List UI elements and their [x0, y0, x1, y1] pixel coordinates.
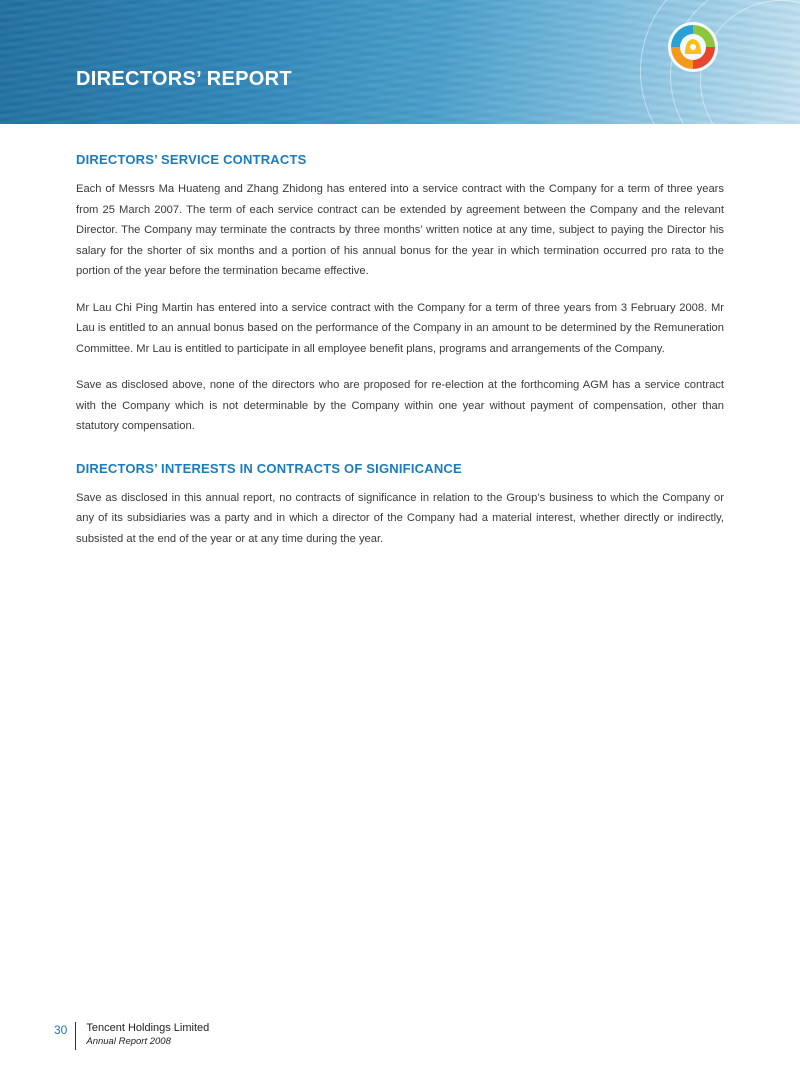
paragraph: Save as disclosed in this annual report, no contracts of significance in relation to the Group’s business to which the Company or any of its subsidiaries was a party and in which a director of the Company had a material interest, whether directly or indirectly, subsisted at the end of the year or at any time during the year. [76, 491, 724, 545]
header-banner [0, 0, 800, 124]
paragraph: Save as disclosed above, none of the directors who are proposed for re-election at the forthcoming AGM has a service contract with the Company which is not determinable by the Company within one year without payment of compensation, other than statutory compensation. [76, 379, 724, 432]
page-number: 30 [54, 1023, 68, 1037]
paragraph: Each of Messrs Ma Huateng and Zhang Zhidong has entered into a service contract with the Company for a term of three years from 25 March 2007. The term of each service contract can be extended by agreement between the Company and the relevant Director. The Company may terminate the contracts by three months’ written notice at any time, subject to paying the Director his salary for the shorter of six months and a portion of his annual bonus for the year in which termination occurred pro rata to the portion of the year before the termination became effective. [76, 183, 724, 277]
tencent-logo-icon [666, 20, 720, 74]
paragraph: Mr Lau Chi Ping Martin has entered into a service contract with the Company for a term of three years from 3 February 2008. Mr Lau is entitled to an annual bonus based on the performance of the Company in an amount to be determined by the Remuneration Committee. Mr Lau is entitled to participate in all employee benefit plans, programs and arrangements of the Company. [76, 301, 724, 355]
page-title: DIRECTORS’ REPORT [76, 68, 292, 90]
page-footer [54, 1022, 209, 1052]
footer-text [86, 1022, 209, 1048]
footer-divider [75, 1022, 76, 1050]
section-heading-interests-contracts: DIRECTORS’ INTERESTS IN CONTRACTS OF SIGNIFICANCE [76, 460, 462, 476]
section-heading-service-contracts: DIRECTORS’ SERVICE CONTRACTS [76, 152, 307, 167]
report-name: Annual Report 2008 [86, 1036, 171, 1047]
main-content [76, 152, 724, 565]
company-name: Tencent Holdings Limited [86, 1022, 210, 1034]
